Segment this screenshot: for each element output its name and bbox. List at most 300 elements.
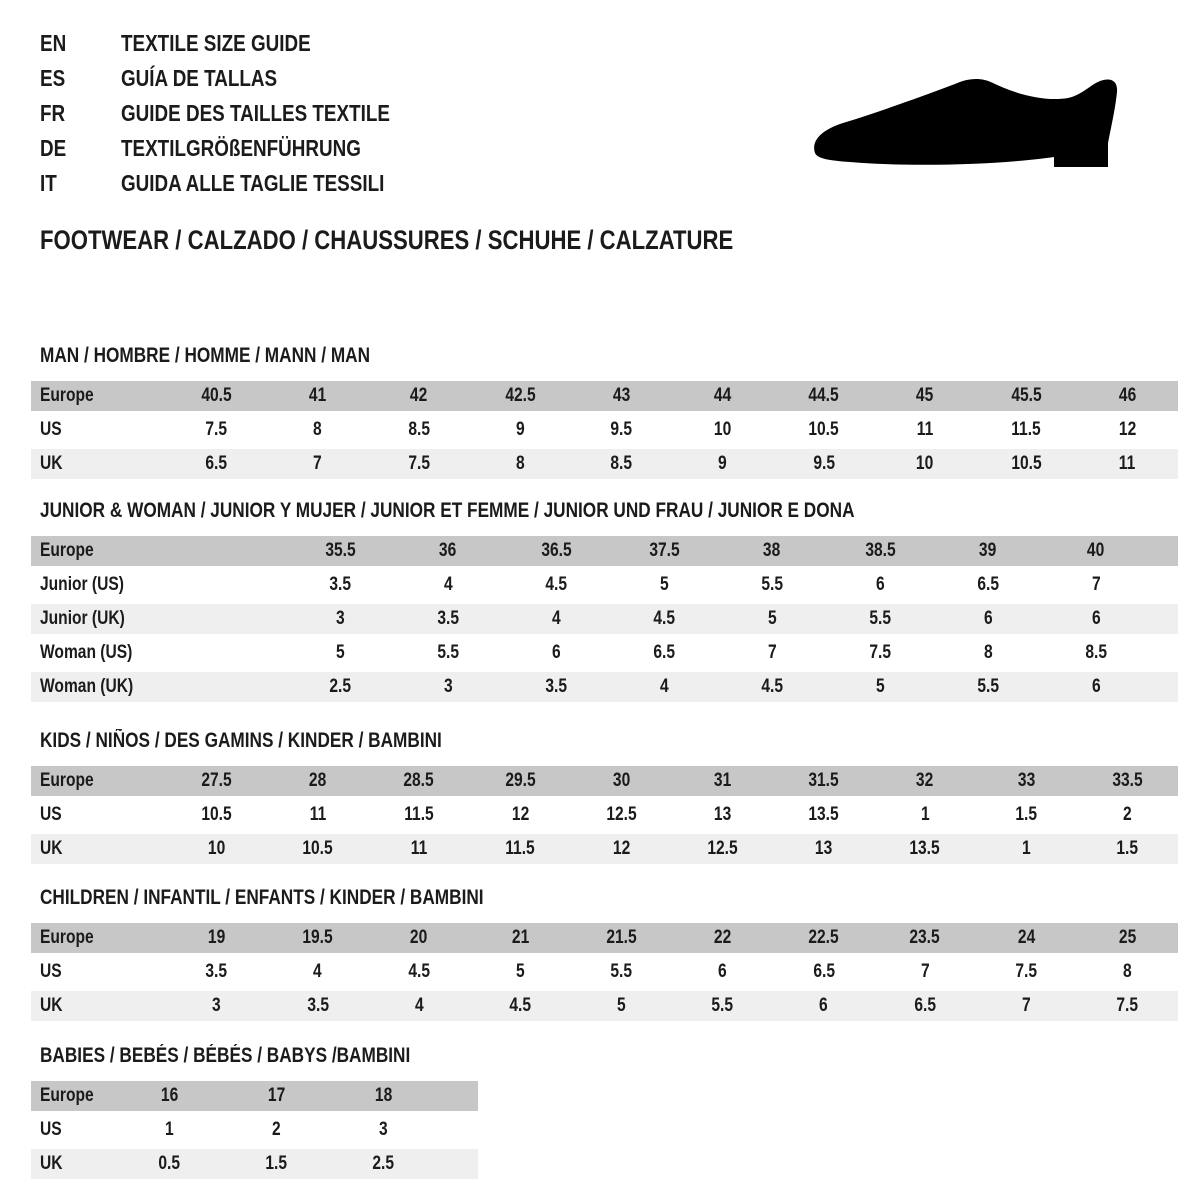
size-cell xyxy=(934,604,1042,634)
size-cell xyxy=(368,766,469,796)
size-cell xyxy=(1042,570,1150,600)
size-value: 17 xyxy=(267,1085,286,1106)
size-value: 5.5 xyxy=(711,995,734,1016)
size-cell xyxy=(166,415,267,445)
size-cell xyxy=(672,800,773,830)
row-label: UK xyxy=(40,995,63,1016)
size-value: 33.5 xyxy=(1112,770,1143,791)
size-cell xyxy=(394,604,502,634)
row-label-cell xyxy=(31,604,286,634)
size-value: 3 xyxy=(335,608,345,629)
size-cell xyxy=(571,800,672,830)
row-label: Europe xyxy=(40,770,94,791)
size-cell xyxy=(267,834,368,864)
size-value: 1.5 xyxy=(1116,838,1139,859)
section-title xyxy=(31,499,1178,523)
size-value: 10.5 xyxy=(808,419,839,440)
size-cell xyxy=(502,638,610,668)
size-cell xyxy=(934,672,1042,702)
size-value: 11.5 xyxy=(505,838,535,859)
row-label-cell xyxy=(31,1081,116,1111)
size-cell xyxy=(672,449,773,479)
size-value: 7.5 xyxy=(1116,995,1139,1016)
size-value: 4.5 xyxy=(509,995,531,1016)
size-cell xyxy=(571,381,672,411)
size-value: 45 xyxy=(916,385,934,406)
size-value: 5 xyxy=(515,961,525,982)
size-cell xyxy=(1077,766,1178,796)
size-value: 21 xyxy=(511,927,529,948)
size-cell xyxy=(1042,638,1150,668)
row-label: Europe xyxy=(40,927,94,948)
size-value: 4.5 xyxy=(653,608,675,629)
size-value: 2.5 xyxy=(372,1153,395,1174)
size-value: 41 xyxy=(309,385,327,406)
size-value: 2.5 xyxy=(329,676,351,697)
size-cell xyxy=(223,1149,330,1179)
size-value: 44 xyxy=(713,385,732,406)
size-value: 37.5 xyxy=(648,540,680,561)
size-cell xyxy=(773,381,874,411)
size-value: 6 xyxy=(819,995,829,1016)
size-cell xyxy=(718,638,826,668)
size-cell xyxy=(166,449,267,479)
size-value: 7 xyxy=(920,961,930,982)
size-cell xyxy=(610,536,718,566)
size-value: 30 xyxy=(612,770,631,791)
size-cell xyxy=(826,536,934,566)
size-value: 11.5 xyxy=(404,804,434,825)
size-cell xyxy=(166,957,267,987)
row-label: UK xyxy=(40,838,63,859)
size-table-children xyxy=(31,886,1178,1025)
size-value: 6 xyxy=(875,574,885,595)
size-cell xyxy=(1077,415,1178,445)
section-title xyxy=(31,729,1178,753)
size-cell xyxy=(672,766,773,796)
size-cell xyxy=(116,1149,223,1179)
table-row-europe xyxy=(31,766,1178,796)
size-value: 42 xyxy=(410,385,428,406)
size-value: 6.5 xyxy=(653,642,675,663)
size-cell xyxy=(672,957,773,987)
size-value: 23.5 xyxy=(909,927,941,948)
size-value: 31.5 xyxy=(808,770,839,791)
size-cell xyxy=(874,766,975,796)
table-row-europe xyxy=(31,536,1178,566)
size-cell xyxy=(1042,604,1150,634)
size-cell xyxy=(470,923,571,953)
size-cell xyxy=(773,957,874,987)
size-value: 6 xyxy=(983,608,993,629)
size-cell xyxy=(267,381,368,411)
size-value: 40 xyxy=(1087,540,1105,561)
row-label: US xyxy=(40,961,62,982)
size-cell xyxy=(470,449,571,479)
row-label: UK xyxy=(40,453,63,474)
size-cell xyxy=(116,1081,223,1111)
size-value: 12 xyxy=(612,838,631,859)
size-value: 38.5 xyxy=(864,540,896,561)
size-value: 3.5 xyxy=(205,961,228,982)
size-cell xyxy=(1042,536,1150,566)
language-code: ES xyxy=(40,65,66,91)
size-cell xyxy=(286,638,394,668)
size-cell xyxy=(1077,800,1178,830)
size-cell xyxy=(1077,957,1178,987)
row-label: Europe xyxy=(40,540,94,561)
size-cell xyxy=(826,638,934,668)
size-value: 19.5 xyxy=(302,927,333,948)
section-title-text: JUNIOR & WOMAN / JUNIOR Y MUJER / JUNIOR ET FEMME / JUNIOR UND FRAU / JUNIOR E DONA xyxy=(40,499,855,522)
size-cell xyxy=(976,766,1077,796)
table-row-woman-uk xyxy=(31,672,1178,702)
size-cell xyxy=(773,449,874,479)
size-value: 7 xyxy=(313,453,323,474)
size-cell xyxy=(286,604,394,634)
row-label-cell xyxy=(31,381,166,411)
size-cell xyxy=(571,923,672,953)
row-label: US xyxy=(40,419,62,440)
size-cell xyxy=(976,800,1077,830)
size-cell xyxy=(874,991,975,1021)
size-cell xyxy=(223,1081,330,1111)
size-value: 5.5 xyxy=(610,961,633,982)
size-value: 12 xyxy=(511,804,529,825)
size-cell xyxy=(934,570,1042,600)
size-value: 7 xyxy=(1021,995,1031,1016)
size-cell xyxy=(368,381,469,411)
size-value: 1.5 xyxy=(265,1153,288,1174)
size-cell xyxy=(502,672,610,702)
size-value: 8.5 xyxy=(1085,642,1107,663)
size-cell xyxy=(610,570,718,600)
row-label: Europe xyxy=(40,1085,94,1106)
size-cell xyxy=(166,766,267,796)
size-value: 11 xyxy=(309,804,327,825)
size-value: 8 xyxy=(313,419,323,440)
row-label-cell xyxy=(31,991,166,1021)
size-value: 11.5 xyxy=(1011,419,1041,440)
size-value: 10 xyxy=(713,419,732,440)
size-value: 5 xyxy=(875,676,885,697)
size-cell xyxy=(718,604,826,634)
size-value: 45.5 xyxy=(1010,385,1042,406)
size-value: 5.5 xyxy=(437,642,459,663)
size-value: 7 xyxy=(767,642,777,663)
size-value: 27.5 xyxy=(201,770,232,791)
size-cell xyxy=(826,672,934,702)
table-row-uk xyxy=(31,1149,478,1179)
row-label-cell xyxy=(31,923,166,953)
table-row-europe xyxy=(31,381,1178,411)
table-row-woman-us xyxy=(31,638,1178,668)
size-value: 13 xyxy=(815,838,833,859)
size-cell xyxy=(1077,834,1178,864)
size-value: 1 xyxy=(1021,838,1031,859)
section-title-text: CHILDREN / INFANTIL / ENFANTS / KINDER / BAMBINI xyxy=(40,886,484,909)
size-value: 7.5 xyxy=(205,419,228,440)
size-cell xyxy=(368,991,469,1021)
size-cell xyxy=(773,923,874,953)
size-value: 8.5 xyxy=(408,419,430,440)
size-cell xyxy=(267,766,368,796)
row-label: US xyxy=(40,804,62,825)
size-value: 3 xyxy=(212,995,221,1016)
size-cell xyxy=(330,1149,437,1179)
size-cell xyxy=(166,834,267,864)
size-value: 1.5 xyxy=(1015,804,1037,825)
size-cell xyxy=(166,800,267,830)
size-value: 4.5 xyxy=(761,676,783,697)
size-value: 4 xyxy=(659,676,669,697)
size-value: 20 xyxy=(410,927,428,948)
size-cell xyxy=(571,766,672,796)
table-row-us xyxy=(31,800,1178,830)
size-cell xyxy=(470,991,571,1021)
size-value: 42.5 xyxy=(504,385,536,406)
size-value: 3.5 xyxy=(545,676,567,697)
size-value: 4 xyxy=(414,995,424,1016)
size-value: 25 xyxy=(1118,927,1136,948)
size-value: 6 xyxy=(1091,676,1101,697)
size-cell xyxy=(934,536,1042,566)
row-label-cell xyxy=(31,957,166,987)
size-table-babies xyxy=(31,1044,492,1183)
size-value: 10.5 xyxy=(1010,453,1042,474)
size-value: 13 xyxy=(713,804,732,825)
size-value: 9.5 xyxy=(812,453,835,474)
size-cell xyxy=(610,672,718,702)
size-value: 1 xyxy=(920,804,930,825)
guide-title-fr: GUIDE DES TAILLES TEXTILE xyxy=(121,100,391,126)
size-cell xyxy=(502,536,610,566)
row-label-cell xyxy=(31,415,166,445)
size-cell xyxy=(976,957,1077,987)
size-value: 8 xyxy=(1122,961,1132,982)
size-value: 8 xyxy=(983,642,993,663)
size-cell xyxy=(874,923,975,953)
size-cell xyxy=(470,834,571,864)
size-value: 28.5 xyxy=(403,770,435,791)
size-value: 21.5 xyxy=(606,927,637,948)
size-value: 11 xyxy=(410,838,428,859)
size-value: 36 xyxy=(439,540,457,561)
size-value: 18 xyxy=(374,1085,393,1106)
size-cell xyxy=(672,381,773,411)
size-value: 5 xyxy=(335,642,345,663)
size-cell xyxy=(934,638,1042,668)
size-value: 33 xyxy=(1017,770,1035,791)
size-cell xyxy=(286,672,394,702)
size-value: 6 xyxy=(1091,608,1101,629)
size-cell xyxy=(610,638,718,668)
size-value: 6.5 xyxy=(205,453,228,474)
size-value: 13.5 xyxy=(909,838,941,859)
size-cell xyxy=(286,570,394,600)
size-cell xyxy=(571,834,672,864)
size-value: 9.5 xyxy=(610,419,633,440)
size-value: 13.5 xyxy=(808,804,839,825)
size-value: 3.5 xyxy=(329,574,351,595)
guide-title-en: TEXTILE SIZE GUIDE xyxy=(121,30,312,56)
size-value: 10 xyxy=(207,838,226,859)
size-value: 43 xyxy=(612,385,631,406)
size-value: 22 xyxy=(713,927,732,948)
size-value: 12 xyxy=(1118,419,1136,440)
table-row-junior-uk xyxy=(31,604,1178,634)
size-cell xyxy=(394,570,502,600)
size-value: 6.5 xyxy=(914,995,936,1016)
row-label: US xyxy=(40,1119,62,1140)
row-label: Woman (US) xyxy=(40,642,133,663)
size-value: 5.5 xyxy=(869,608,891,629)
language-code: IT xyxy=(40,170,57,196)
size-cell xyxy=(368,449,469,479)
size-value: 28 xyxy=(309,770,327,791)
size-cell xyxy=(976,923,1077,953)
row-label-cell xyxy=(31,766,166,796)
size-cell xyxy=(874,381,975,411)
language-code: DE xyxy=(40,135,67,161)
table-row-junior-us xyxy=(31,570,1178,600)
row-label-cell xyxy=(31,834,166,864)
size-value: 6 xyxy=(718,961,727,982)
table-row-europe xyxy=(31,923,1178,953)
size-table-junior xyxy=(31,499,1178,706)
size-table-man xyxy=(31,344,1178,483)
size-cell xyxy=(166,991,267,1021)
size-cell xyxy=(502,570,610,600)
guide-title-es: GUÍA DE TALLAS xyxy=(121,65,278,91)
row-label-cell xyxy=(31,536,286,566)
row-label-cell xyxy=(31,638,286,668)
size-value: 24 xyxy=(1017,927,1035,948)
size-cell xyxy=(874,800,975,830)
row-label-cell xyxy=(31,1115,116,1145)
table-row-uk xyxy=(31,834,1178,864)
size-value: 2 xyxy=(272,1119,281,1140)
size-value: 9 xyxy=(718,453,727,474)
size-value: 46 xyxy=(1118,385,1136,406)
row-label-cell xyxy=(31,449,166,479)
size-cell xyxy=(368,834,469,864)
guide-title-it: GUIDA ALLE TAGLIE TESSILI xyxy=(121,170,385,196)
size-value: 19 xyxy=(207,927,226,948)
size-cell xyxy=(718,536,826,566)
size-cell xyxy=(874,957,975,987)
size-cell xyxy=(394,672,502,702)
size-cell xyxy=(330,1081,437,1111)
size-cell xyxy=(166,923,267,953)
size-cell xyxy=(267,991,368,1021)
size-value: 22.5 xyxy=(808,927,839,948)
size-cell xyxy=(223,1115,330,1145)
size-value: 5 xyxy=(659,574,669,595)
size-cell xyxy=(267,449,368,479)
size-cell xyxy=(470,957,571,987)
size-value: 9 xyxy=(515,419,525,440)
size-cell xyxy=(330,1115,437,1145)
row-label-cell xyxy=(31,570,286,600)
size-value: 3 xyxy=(379,1119,388,1140)
size-cell xyxy=(502,604,610,634)
row-label-cell xyxy=(31,800,166,830)
size-cell xyxy=(976,415,1077,445)
size-value: 5 xyxy=(616,995,626,1016)
size-cell xyxy=(571,991,672,1021)
size-value: 10 xyxy=(916,453,934,474)
size-cell xyxy=(718,672,826,702)
guide-title-de: TEXTILGRÖßENFÜHRUNG xyxy=(121,135,362,161)
size-cell xyxy=(773,415,874,445)
size-cell xyxy=(773,766,874,796)
size-cell xyxy=(571,449,672,479)
size-cell xyxy=(368,923,469,953)
size-cell xyxy=(976,449,1077,479)
size-value: 6.5 xyxy=(977,574,999,595)
size-value: 4.5 xyxy=(408,961,430,982)
row-label: Junior (UK) xyxy=(40,608,125,629)
size-cell xyxy=(470,415,571,445)
size-cell xyxy=(368,957,469,987)
size-value: 29.5 xyxy=(504,770,536,791)
size-cell xyxy=(672,991,773,1021)
size-cell xyxy=(470,800,571,830)
size-value: 4 xyxy=(443,574,453,595)
table-row-uk xyxy=(31,449,1178,479)
size-cell xyxy=(826,604,934,634)
size-value: 7.5 xyxy=(408,453,430,474)
size-value: 40.5 xyxy=(201,385,232,406)
size-cell xyxy=(368,415,469,445)
size-cell xyxy=(116,1115,223,1145)
size-cell xyxy=(976,381,1077,411)
row-label-cell xyxy=(31,672,286,702)
size-value: 31 xyxy=(713,770,732,791)
size-cell xyxy=(976,834,1077,864)
row-label-cell xyxy=(31,1149,116,1179)
size-cell xyxy=(267,923,368,953)
size-cell xyxy=(773,834,874,864)
size-value: 1 xyxy=(165,1119,174,1140)
size-cell xyxy=(571,957,672,987)
size-value: 38 xyxy=(763,540,781,561)
size-value: 44.5 xyxy=(808,385,839,406)
size-cell xyxy=(874,834,975,864)
size-value: 5 xyxy=(767,608,777,629)
size-cell xyxy=(874,449,975,479)
row-label: Junior (US) xyxy=(40,574,124,595)
size-cell xyxy=(610,604,718,634)
language-code: EN xyxy=(40,30,67,56)
size-value: 12.5 xyxy=(606,804,637,825)
size-cell xyxy=(672,923,773,953)
row-label: UK xyxy=(40,1153,63,1174)
size-cell xyxy=(1077,381,1178,411)
section-title xyxy=(31,344,1178,368)
language-code: FR xyxy=(40,100,66,126)
size-cell xyxy=(368,800,469,830)
size-value: 36.5 xyxy=(540,540,572,561)
section-title xyxy=(31,886,1178,910)
size-value: 12.5 xyxy=(707,838,738,859)
size-value: 35.5 xyxy=(324,540,356,561)
size-value: 39 xyxy=(979,540,997,561)
size-cell xyxy=(286,536,394,566)
size-cell xyxy=(470,766,571,796)
table-row-uk xyxy=(31,991,1178,1021)
